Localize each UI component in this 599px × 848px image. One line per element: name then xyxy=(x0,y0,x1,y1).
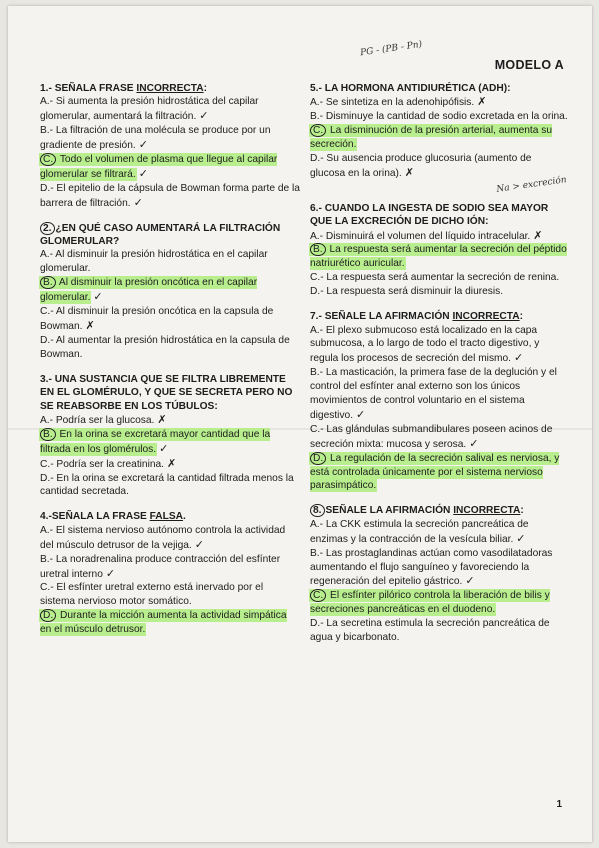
title-text: 6.- CUANDO LA INGESTA DE SODIO SEA MAYOR QUE LA EXCRECIÓN DE DICHO IÓN: xyxy=(310,202,549,228)
question-block xyxy=(40,222,300,362)
option-body xyxy=(40,96,259,122)
option-body xyxy=(310,548,552,588)
option-body xyxy=(310,325,539,365)
answer-option xyxy=(310,452,568,494)
circled-number: 2. xyxy=(40,222,55,235)
answer-option xyxy=(310,95,568,110)
question-title xyxy=(310,82,568,95)
check-mark-icon: ✓ xyxy=(465,574,475,588)
question-block xyxy=(40,82,300,211)
cross-mark-icon: ✗ xyxy=(85,319,95,332)
cross-mark-icon: ✗ xyxy=(477,95,487,109)
option-body xyxy=(40,125,271,151)
option-text: En la orina se excretará mayor cantidad que la filtrada en los glomérulos. xyxy=(40,428,271,455)
answer-option xyxy=(40,428,300,457)
option-body xyxy=(310,519,529,545)
answer-option xyxy=(40,182,300,211)
title-suffix: : xyxy=(520,505,524,517)
title-text: 3.- UNA SUSTANCIA QUE SE FILTRA LIBREMENTE EN EL GLOMÉRULO, Y QUE SE SECRETA PERO NO SE REABSORBE EN LOS TÚBULOS: xyxy=(40,373,293,412)
question-title xyxy=(40,510,300,523)
option-body xyxy=(40,525,285,551)
option-body xyxy=(40,554,280,580)
option-text: B.- La masticación, la primera fase de la deglución y el control del esfínter anal externo son los únicos movimientos de control voluntario en el sistema digestivo. xyxy=(310,367,557,421)
question-title xyxy=(40,82,300,95)
answer-option xyxy=(310,285,568,299)
check-mark-icon: ✓ xyxy=(138,166,148,180)
option-body xyxy=(40,429,270,455)
circled-letter: C. xyxy=(40,153,56,166)
answer-option xyxy=(310,617,568,645)
check-mark-icon: ✓ xyxy=(516,531,526,545)
answer-option xyxy=(40,524,300,553)
answer-option xyxy=(310,518,568,547)
option-body xyxy=(40,459,164,470)
option-text: D.- El epitelio de la cápsula de Bowman forma parte de la barrera de filtración. xyxy=(40,182,300,209)
answer-option xyxy=(310,589,568,617)
title-text: 7.- SEÑALE LA AFIRMACIÓN xyxy=(310,311,453,323)
check-mark-icon: ✓ xyxy=(93,290,103,304)
option-body xyxy=(310,590,550,615)
option-text: A.- El plexo submucoso está localizado en la capa submucosa, a lo largo de todo el tracto digestivo, y regula los procesos de secreción del mismo. xyxy=(310,324,540,365)
option-text: D.- En la orina se excretará la cantidad filtrada menos la cantidad secretada. xyxy=(40,472,294,498)
answer-option xyxy=(40,334,300,362)
title-underlined: INCORRECTA xyxy=(453,505,521,517)
circled-letter: B. xyxy=(40,428,56,441)
option-text: D.- Al aumentar la presión hidrostática en la capsula de Bowman. xyxy=(40,334,290,360)
title-text: ¿EN QUÉ CASO AUMENTARÁ LA FILTRACIÓN GLOMERULAR? xyxy=(40,222,281,248)
option-text: Todo el volumen de plasma que llegue al capilar glomerular se filtrará. xyxy=(40,154,278,180)
answer-option xyxy=(40,95,300,124)
answer-option xyxy=(310,423,568,452)
option-text: Durante la micción aumenta la actividad simpática en el músculo detrusor. xyxy=(40,610,287,636)
question-block xyxy=(310,504,568,645)
circled-letter: B. xyxy=(310,243,326,256)
option-text: La regulación de la secreción salival es nerviosa, y está controlada únicamente por el sistema nervioso parasimpático. xyxy=(310,452,560,492)
check-mark-icon: ✓ xyxy=(356,407,366,421)
answer-option xyxy=(40,472,300,500)
option-text: B.- La filtración de una molécula se produce por un gradiente de presión. xyxy=(40,125,271,152)
title-text: 5.- LA HORMONA ANTIDIURÉTICA (ADH): xyxy=(310,83,511,94)
option-text: C.- El esfínter uretral externo está inervado por el sistema nervioso motor somático. xyxy=(40,582,264,608)
title-text: SEÑALE LA AFIRMACIÓN xyxy=(325,505,454,517)
check-mark-icon: ✓ xyxy=(105,566,116,580)
check-mark-icon: ✓ xyxy=(194,537,204,551)
option-body xyxy=(40,249,268,274)
question-title xyxy=(40,373,300,413)
option-text: A.- La CKK estimula la secreción pancreática de enzimas y la contracción de la vesícula biliar. xyxy=(310,518,529,545)
option-body xyxy=(40,415,154,426)
question-block xyxy=(40,510,300,637)
answer-option xyxy=(40,248,300,276)
title-suffix: : xyxy=(519,311,524,323)
answer-option xyxy=(310,243,568,271)
circled-letter: C. xyxy=(310,589,326,602)
option-body xyxy=(310,424,552,450)
option-text: B.- La noradrenalina produce contracción del esfínter uretral interno xyxy=(40,553,281,580)
title-text: 4.-SEÑALA LA FRASE xyxy=(40,511,150,523)
option-text: A.- El sistema nervioso autónomo controla la actividad del músculo detrusor de la vejiga. xyxy=(40,524,286,551)
option-body xyxy=(40,306,273,332)
answer-option xyxy=(40,553,300,582)
title-underlined: FALSA xyxy=(149,511,184,523)
check-mark-icon: ✓ xyxy=(199,109,209,123)
page-number: 1 xyxy=(556,799,562,810)
circled-letter: B. xyxy=(40,276,56,289)
option-text: El esfínter pilórico controla la liberación de bilis y secreciones pancreáticas en el duodeno. xyxy=(310,590,550,616)
circled-letter: D. xyxy=(310,452,326,465)
answer-option xyxy=(310,324,568,367)
answer-option xyxy=(310,271,568,285)
option-text: La disminución de la presión arterial, aumenta su secreción. xyxy=(310,125,553,151)
model-label: MODELO A xyxy=(494,58,564,72)
cross-mark-icon: ✗ xyxy=(533,228,543,242)
left-column xyxy=(40,82,300,648)
circled-letter: D. xyxy=(40,609,56,622)
option-text: B.- Las prostaglandinas actúan como vasodilatadoras aumentando el flujo sanguíneo y favoreciendo la regeneración del epitelio gástrico. xyxy=(310,547,553,588)
answer-option xyxy=(40,305,300,334)
exam-page xyxy=(8,6,592,842)
option-body xyxy=(310,125,552,150)
option-body xyxy=(310,286,503,297)
option-body xyxy=(310,231,530,242)
title-text: 1.- SEÑALA FRASE xyxy=(40,83,137,94)
answer-option xyxy=(40,457,300,472)
option-body xyxy=(40,277,257,303)
option-text: A.- Al disminuir la presión hidrostática en el capilar glomerular. xyxy=(40,249,268,275)
option-body xyxy=(40,154,277,180)
option-text: C.- Las glándulas submandibulares poseen acinos de secreción mixta: mucosa y serosa. xyxy=(310,423,553,450)
circled-letter: C. xyxy=(310,124,326,137)
option-body xyxy=(310,97,474,108)
check-mark-icon: ✓ xyxy=(133,195,143,209)
option-text: A.- Si aumenta la presión hidrostática del capilar glomerular, aumentará la filtración. xyxy=(40,96,259,123)
answer-option xyxy=(310,124,568,152)
option-body xyxy=(310,618,550,643)
title-underlined: INCORRECTA xyxy=(452,311,520,323)
answer-option xyxy=(310,547,568,590)
option-body xyxy=(40,610,287,635)
title-suffix: : xyxy=(203,83,207,94)
option-body xyxy=(310,111,568,122)
question-block xyxy=(310,82,568,181)
title-underlined: INCORRECTA xyxy=(136,83,204,94)
question-title xyxy=(310,504,568,517)
cross-mark-icon: ✗ xyxy=(157,412,167,426)
option-body xyxy=(40,473,294,498)
option-body xyxy=(310,453,559,492)
title-suffix: . xyxy=(183,511,186,523)
option-text: B.- Disminuye la cantidad de sodio excretada en la orina. xyxy=(310,111,568,123)
option-text: C.- Podría ser la creatinina. xyxy=(40,458,165,470)
check-mark-icon: ✓ xyxy=(159,441,169,455)
answer-option xyxy=(310,152,568,181)
question-block xyxy=(40,373,300,500)
option-body xyxy=(310,367,557,421)
question-title xyxy=(40,222,300,249)
answer-option xyxy=(40,413,300,428)
question-block xyxy=(310,310,568,493)
cross-mark-icon: ✗ xyxy=(167,456,177,470)
answer-option xyxy=(310,110,568,124)
option-text: C.- Al disminuir la presión oncótica en la capsula de Bowman. xyxy=(40,306,274,332)
option-text: C.- La respuesta será aumentar la secreción de renina. xyxy=(310,272,560,284)
answer-option xyxy=(310,229,568,244)
cross-mark-icon: ✗ xyxy=(404,165,414,179)
answer-option xyxy=(40,609,300,637)
option-body xyxy=(310,272,559,283)
question-block xyxy=(310,174,568,299)
handwritten-note: Na > excreción xyxy=(495,174,568,195)
answer-option xyxy=(40,581,300,609)
answer-option xyxy=(40,276,300,305)
check-mark-icon: ✓ xyxy=(514,351,524,365)
answer-option xyxy=(40,124,300,153)
option-body xyxy=(310,244,567,269)
option-text: Al disminuir la presión oncótica en el capilar glomerular. xyxy=(40,277,258,304)
option-body xyxy=(310,153,531,179)
option-body xyxy=(40,335,290,360)
check-mark-icon: ✓ xyxy=(469,436,479,450)
option-body xyxy=(40,183,300,209)
option-text: D.- La respuesta será disminuir la diuresis. xyxy=(310,286,504,298)
check-mark-icon: ✓ xyxy=(138,138,148,152)
question-title xyxy=(310,310,568,323)
option-text: La respuesta será aumentar la secreción del péptido natriurético auricular. xyxy=(310,244,567,270)
answer-option xyxy=(40,153,300,182)
handwritten-note: PG - (PB - Pn) xyxy=(359,39,423,59)
answer-option xyxy=(310,366,568,423)
option-body xyxy=(40,582,263,607)
circled-number: 8. xyxy=(310,504,325,517)
option-text: D.- Su ausencia produce glucosuria (aumento de glucosa en la orina). xyxy=(310,153,532,179)
option-text: D.- La secretina estimula la secreción pancreática de agua y bicarbonato. xyxy=(310,618,550,644)
option-text: A.- Se sintetiza en la adenohipófisis. xyxy=(310,97,475,109)
option-text: A.- Podría ser la glucosa. xyxy=(40,414,155,426)
right-column xyxy=(310,82,568,656)
option-text: A.- Disminuirá el volumen del líquido intracelular. xyxy=(310,230,531,242)
